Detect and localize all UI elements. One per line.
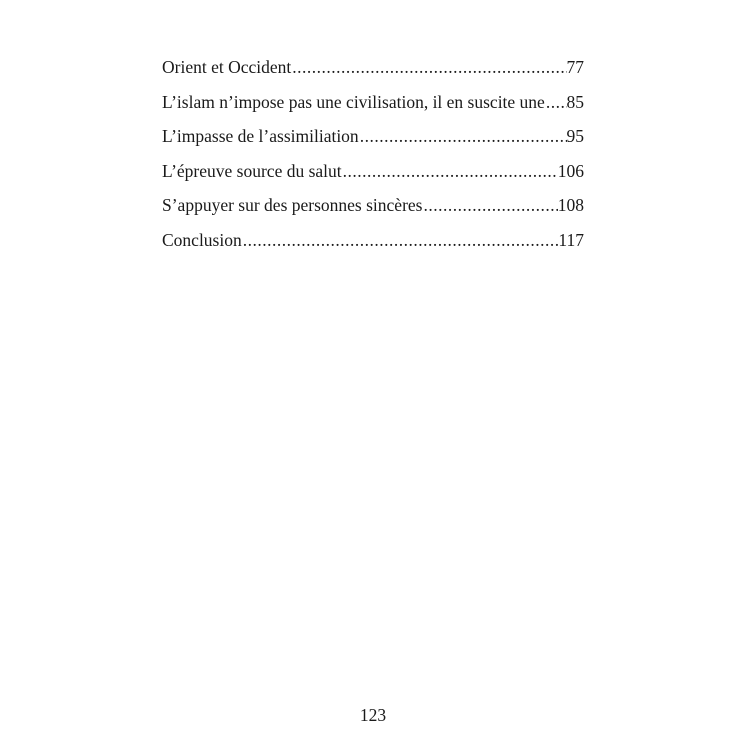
toc-entry — [162, 50, 584, 85]
toc-entry — [162, 154, 584, 189]
toc-dot-leader — [359, 119, 567, 154]
toc-entry-page: 77 — [566, 57, 584, 77]
toc-entry-title: Orient et Occident — [162, 57, 292, 77]
table-of-contents — [162, 50, 584, 258]
toc-entry-title: L’impasse de l’assimiliation — [162, 126, 359, 147]
toc-entry-page: 108 — [557, 195, 584, 216]
toc-dot-leader — [545, 85, 567, 120]
toc-entry-title: L’islam n’impose pas une civilisation, il en suscite une — [162, 91, 545, 112]
toc-dot-leader — [422, 188, 557, 223]
page-number: 123 — [359, 705, 387, 725]
toc-entry-page: 117 — [558, 229, 584, 250]
toc-entry-page: 95 — [566, 126, 584, 147]
toc-dot-leader — [342, 154, 558, 189]
toc-entry-title: Conclusion — [162, 229, 242, 250]
toc-entry-title: L’épreuve source du salut — [162, 160, 342, 181]
toc-entry-page: 106 — [557, 160, 584, 181]
toc-entry-page: 85 — [566, 91, 584, 112]
toc-entry — [162, 119, 584, 154]
toc-entry-title: S’appuyer sur des personnes sincères — [162, 195, 423, 216]
toc-dot-leader — [242, 223, 559, 258]
toc-entry — [162, 85, 584, 120]
toc-entry — [162, 223, 584, 258]
toc-dot-leader — [291, 50, 566, 85]
toc-entry — [162, 188, 584, 223]
